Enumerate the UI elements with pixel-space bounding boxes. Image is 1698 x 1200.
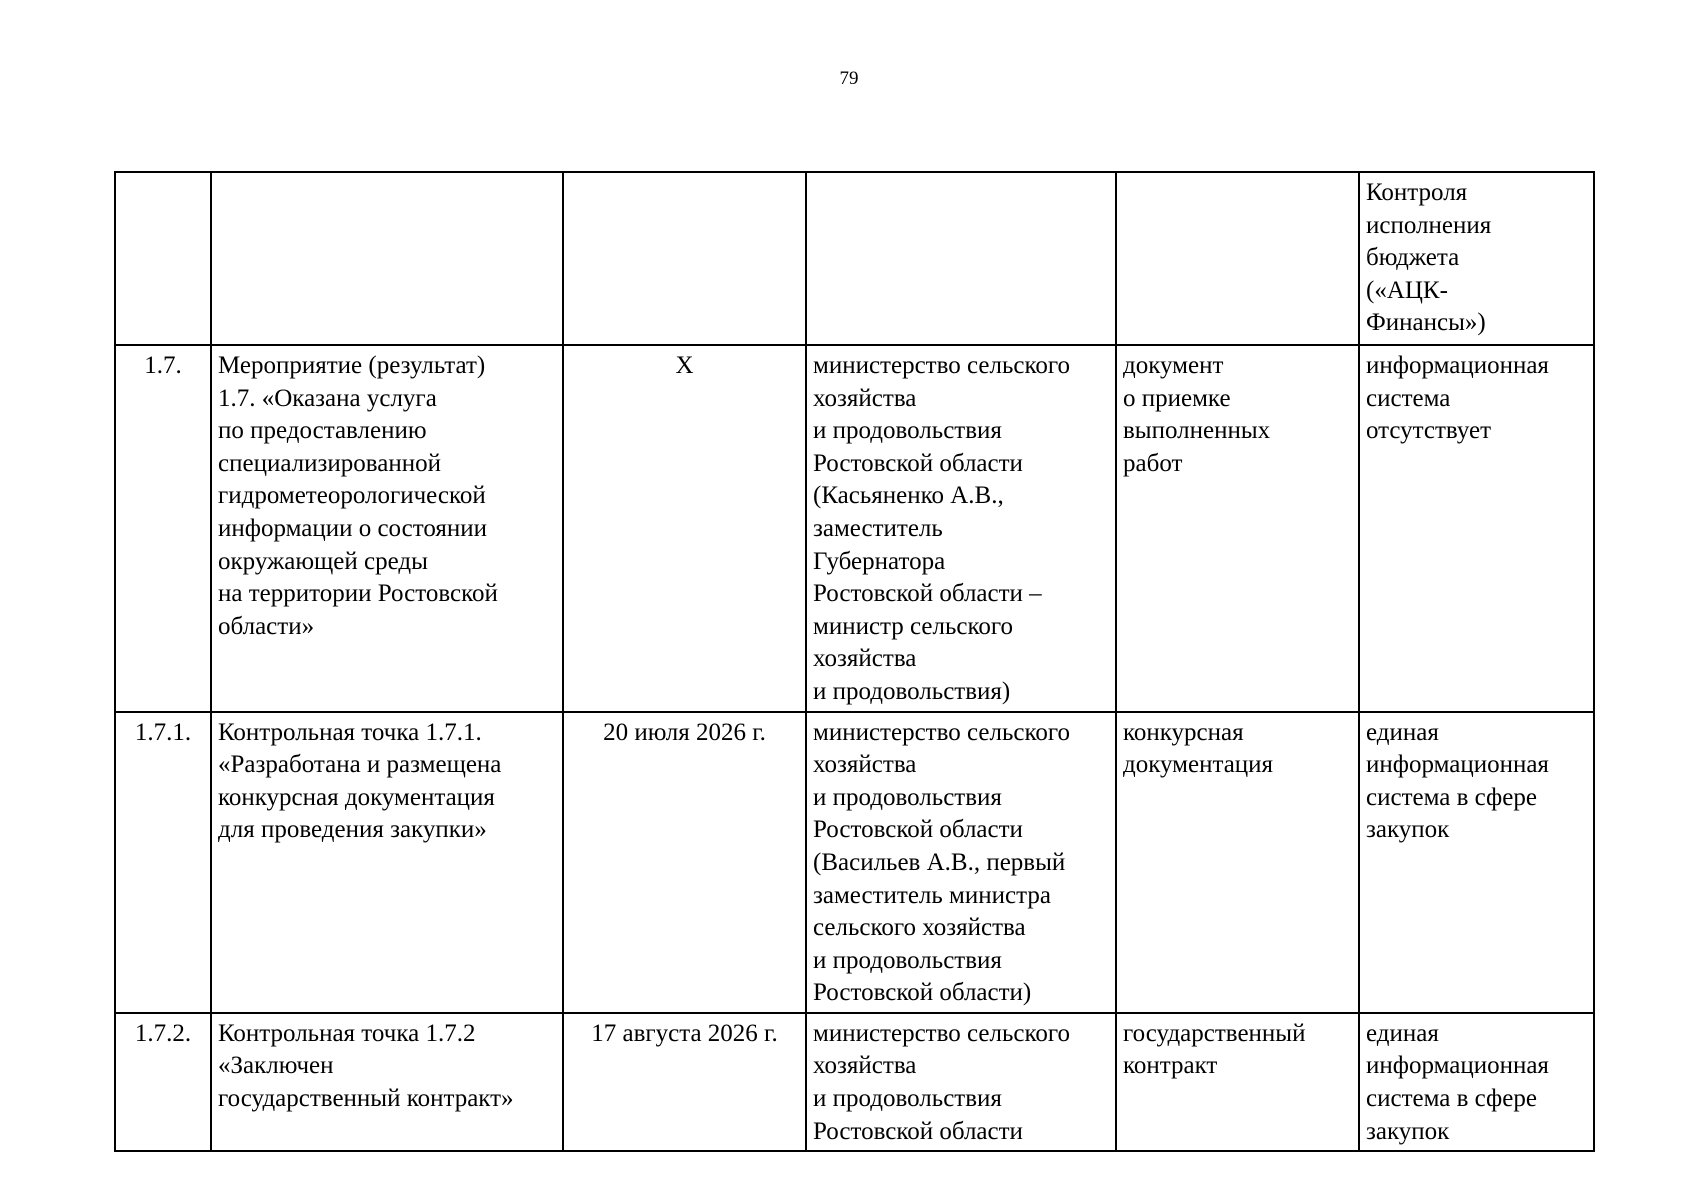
- cell-line: бюджета: [1366, 244, 1460, 272]
- cell-line: исполнения: [1366, 211, 1492, 239]
- page-number: 79: [839, 68, 859, 89]
- cell-line: и продовольствия: [813, 1085, 1002, 1113]
- cell-line: информационная: [1366, 1052, 1549, 1080]
- table-row: [115, 1013, 1594, 1151]
- cell-line: закупок: [1366, 816, 1450, 844]
- cell-line: окружающей среды: [218, 547, 428, 575]
- cell-line: 1.7. «Оказана услуга: [218, 384, 437, 412]
- cell-line: и продовольствия: [813, 946, 1002, 974]
- cell-name: [211, 345, 563, 712]
- cell-system: [1359, 1013, 1594, 1151]
- cell-line: министерство сельского: [813, 718, 1070, 746]
- cell-system: [1359, 712, 1594, 1013]
- cell-date: 20 июля 2026 г.: [563, 712, 806, 1013]
- cell-number: 1.7.1.: [115, 712, 211, 1013]
- cell-line: специализированной: [218, 449, 441, 477]
- cell-document: [1116, 712, 1359, 1013]
- cell-number: 1.7.2.: [115, 1013, 211, 1151]
- cell-line: система в сфере: [1366, 783, 1537, 811]
- table-row: [115, 345, 1594, 712]
- cell-date: Х: [563, 345, 806, 712]
- cell-line: (Касьяненко А.В.,: [813, 482, 1004, 510]
- cell-line: Ростовской области: [813, 449, 1023, 477]
- cell-line: Контроля: [1366, 179, 1468, 206]
- cell-line: области»: [218, 612, 315, 640]
- cell-line: государственный контракт»: [218, 1085, 514, 1113]
- cell-line: министр сельского: [813, 612, 1014, 640]
- cell-line: («АЦК-: [1366, 276, 1448, 304]
- table-row: [115, 172, 1594, 345]
- cell-line: заместитель: [813, 514, 943, 542]
- cell-responsible: [806, 1013, 1116, 1151]
- cell-line: конкурсная документация: [218, 783, 495, 811]
- cell-name: [211, 1013, 563, 1151]
- cell-line: конкурсная: [1123, 718, 1244, 746]
- cell-name: [211, 712, 563, 1013]
- cell-line: информации о состоянии: [218, 514, 488, 542]
- cell-line: и продовольствия: [813, 417, 1002, 445]
- cell-line: министерство сельского: [813, 1019, 1070, 1047]
- cell-line: хозяйства: [813, 645, 917, 673]
- cell-line: единая: [1366, 718, 1439, 746]
- cell-line: Ростовской области: [813, 1117, 1023, 1145]
- cell-number: [115, 172, 211, 345]
- cell-line: министерство сельского: [813, 352, 1070, 379]
- cell-line: на территории Ростовской: [218, 580, 498, 608]
- cell-line: (Васильев А.В., первый: [813, 848, 1066, 876]
- cell-line: государственный: [1123, 1019, 1306, 1047]
- cell-name: [211, 172, 563, 345]
- cell-line: «Заключен: [218, 1052, 334, 1080]
- cell-line: по предоставлению: [218, 417, 427, 445]
- cell-line: гидрометеорологической: [218, 482, 486, 510]
- cell-system: [1359, 172, 1594, 345]
- cell-responsible: [806, 712, 1116, 1013]
- cell-line: система: [1366, 384, 1451, 412]
- cell-line: хозяйства: [813, 384, 917, 412]
- cell-date: [563, 172, 806, 345]
- cell-line: «Разработана и размещена: [218, 751, 502, 779]
- cell-line: и продовольствия): [813, 677, 1011, 705]
- cell-line: Губернатора: [813, 547, 946, 575]
- cell-line: сельского хозяйства: [813, 914, 1026, 942]
- cell-line: заместитель министра: [813, 881, 1051, 909]
- cell-line: Ростовской области –: [813, 580, 1042, 608]
- cell-line: хозяйства: [813, 751, 917, 779]
- table-row: [115, 712, 1594, 1013]
- cell-line: о приемке: [1123, 384, 1231, 412]
- cell-line: контракт: [1123, 1052, 1218, 1080]
- cell-responsible: [806, 172, 1116, 345]
- cell-line: Ростовской области): [813, 979, 1032, 1007]
- cell-document: [1116, 345, 1359, 712]
- cell-system: [1359, 345, 1594, 712]
- cell-line: Финансы»): [1366, 309, 1486, 337]
- cell-line: система в сфере: [1366, 1085, 1537, 1113]
- cell-line: Контрольная точка 1.7.1.: [218, 718, 482, 746]
- cell-document: [1116, 1013, 1359, 1151]
- cell-line: информационная: [1366, 751, 1549, 779]
- cell-line: документация: [1123, 751, 1274, 779]
- cell-line: Контрольная точка 1.7.2: [218, 1019, 476, 1047]
- cell-responsible: [806, 345, 1116, 712]
- cell-document: [1116, 172, 1359, 345]
- cell-line: Мероприятие (результат): [218, 352, 486, 379]
- control-points-table: [114, 171, 1595, 1152]
- cell-line: Ростовской области: [813, 816, 1023, 844]
- cell-line: закупок: [1366, 1117, 1450, 1145]
- cell-line: для проведения закупки»: [218, 816, 487, 844]
- cell-date: 17 августа 2026 г.: [563, 1013, 806, 1151]
- cell-line: и продовольствия: [813, 783, 1002, 811]
- cell-line: отсутствует: [1366, 417, 1492, 445]
- cell-line: выполненных: [1123, 417, 1271, 445]
- cell-line: документ: [1123, 352, 1224, 379]
- cell-line: единая: [1366, 1019, 1439, 1047]
- cell-line: работ: [1123, 449, 1183, 477]
- cell-line: хозяйства: [813, 1052, 917, 1080]
- cell-number: 1.7.: [115, 345, 211, 712]
- cell-line: информационная: [1366, 352, 1549, 379]
